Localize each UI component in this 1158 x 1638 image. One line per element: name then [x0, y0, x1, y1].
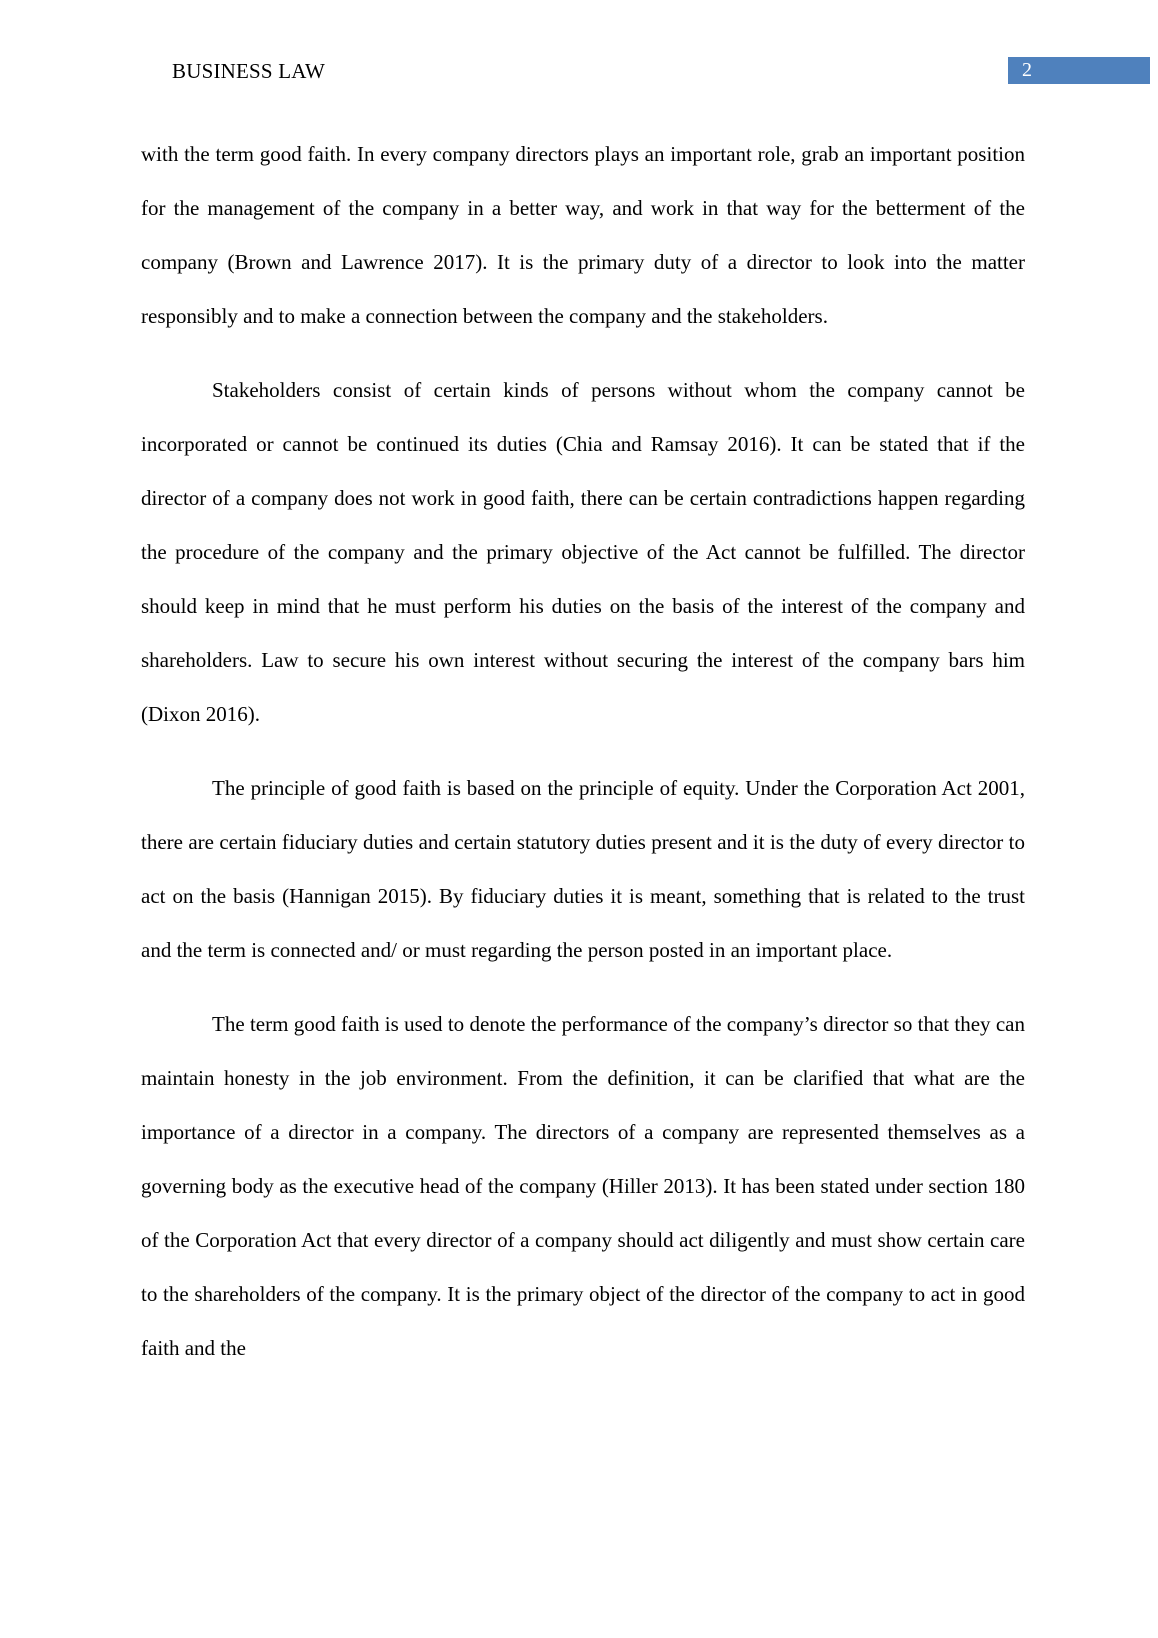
paragraph-4: The term good faith is used to denote the performance of the company’s director so that they can maintain honesty in the job environment. From the definition, it can be clarified that what are the importance of a director in a company. The directors of a company are represented themselves as a governing body as the executive head of the company (Hiller 2013). It has been stated under section 180 of the Corporation Act that every director of a company should act diligently and must show certain care to the shareholders of the company. It is the primary object of the director of the company to act in good faith and the [141, 1012, 1025, 1360]
running-header-title: BUSINESS LAW [172, 59, 325, 83]
page-number-badge [1008, 57, 1150, 84]
paragraph-1: with the term good faith. In every company directors plays an important role, grab an important position for the management of the company in a better way, and work in that way for the betterment of the company (Brown and Lawrence 2017). It is the primary duty of a director to look into the matter responsibly and to make a connection between the company and the stakeholders. [141, 142, 1025, 328]
paragraph-2: Stakeholders consist of certain kinds of persons without whom the company cannot be incorporated or cannot be continued its duties (Chia and Ramsay 2016). It can be stated that if the director of a company does not work in good faith, there can be certain contradictions happen regarding the procedure of the company and the primary objective of the Act cannot be fulfilled. The director should keep in mind that he must perform his duties on the basis of the interest of the company and shareholders. Law to secure his own interest without securing the interest of the company bars him (Dixon 2016). [141, 378, 1025, 726]
body-text [141, 127, 1025, 1395]
paragraph-3: The principle of good faith is based on the principle of equity. Under the Corporation Act 2001, there are certain fiduciary duties and certain statutory duties present and it is the duty of every director to act on the basis (Hannigan 2015). By fiduciary duties it is meant, something that is related to the trust and the term is connected and/ or must regarding the person posted in an important place. [141, 776, 1025, 962]
page-number: 2 [1022, 59, 1032, 81]
